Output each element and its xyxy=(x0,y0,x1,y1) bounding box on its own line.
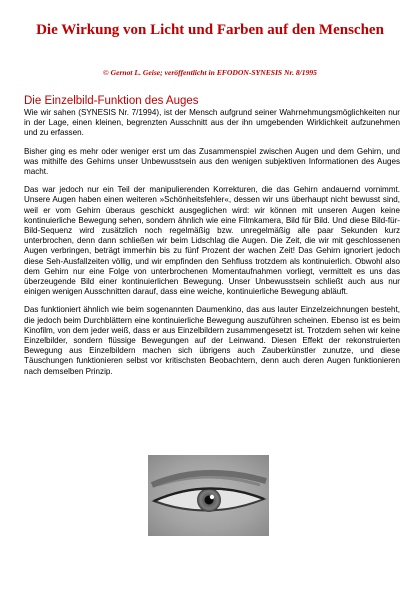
article-body xyxy=(24,108,400,385)
paragraph-3: Das war jedoch nur ein Teil der manipulierenden Korrekturen, die das Gehirn andauernd vornimmt. Unsere Augen haben einen weiteren »Schönheitsfehler«, dessen wir uns überhaupt nicht bewusst sind, weil er vom Gehirn überaus geschickt ausgeglichen wird: wir können mit unseren Augen keine kontinuierliche Bewegung sehen, sondern ähnlich wie eine Filmkamera, Bild für Bild. Und diese Bild-für-Bild-Sequenz wird zusätzlich noch regelmäßig bzw. unregelmäßig alle paar Sekunden kurz unterbrochen, denn dann schließen wir beim Lidschlag die Augen. Die Zeit, die wir mit geschlossenen Augen verbringen, beträgt immerhin bis zu fünf Prozent der wachen Zeit! Das Gehirn ignoriert jedoch diese Seh-Ausfallzeiten völlig, und wir empfinden den Sehfluss trotzdem als kontinuierlich. Obwohl also dem Gehirn nur eine Folge von unterbrochenen Momentaufnahmen vorliegt, vermittelt es uns das überzeugende Bild einer kontinuierlichen Bewegung. Unser Unbewusstsein schließt auch aus nur einigen wenigen Ausschnitten darauf, dass eine weiche, kontinuierliche Bewegung abläuft. xyxy=(24,185,400,297)
eye-illustration xyxy=(148,455,269,536)
article-title: Die Wirkung von Licht und Farben auf den Menschen xyxy=(36,22,384,38)
paragraph-4: Das funktioniert ähnlich wie beim sogenannten Daumenkino, das aus lauter Einzelzeichnungen besteht, die jedoch beim Durchblättern eine kontinuierliche Bewegung auszuführen scheinen. Ebenso ist es beim Kinofilm, von dem jeder weiß, dass er aus Einzelbildern zusammengesetzt ist. Trotzdem sehen wir keine Einzelbilder, sondern flüssige Bewegungen auf der Leinwand. Diesen Effekt der rekonstruierten Bewegung aus Einzelbildern machen sich übrigens auch Zauberkünstler zunutze, und diese Täuschungen funktionieren selbst vor kritischsten Beobachtern, denn auch deren Augen funktionieren nach demselben Prinzip. xyxy=(24,305,400,376)
article-byline: © Gernot L. Geise; veröffentlicht in EFODON-SYNESIS Nr. 8/1995 xyxy=(103,68,317,77)
paragraph-2: Bisher ging es mehr oder weniger erst um das Zusammenspiel zwischen Augen und dem Gehirn, und was mithilfe des Gehirns unser Unbewusstsein aus den wenigen subjektiven Informationen des Auges macht. xyxy=(24,146,400,177)
eye-photo xyxy=(148,455,269,536)
section-heading: Die Einzelbild-Funktion des Auges xyxy=(24,95,199,107)
paragraph-1: Wie wir sahen (SYNESIS Nr. 7/1994), ist der Mensch aufgrund seiner Wahrnehmungsmöglichkeiten nur in der Lage, einen kleinen, begrenzten Ausschnitt aus der ihn umgebenden Wirklichkeit aufzunehmen und zu erfassen. xyxy=(24,108,400,138)
